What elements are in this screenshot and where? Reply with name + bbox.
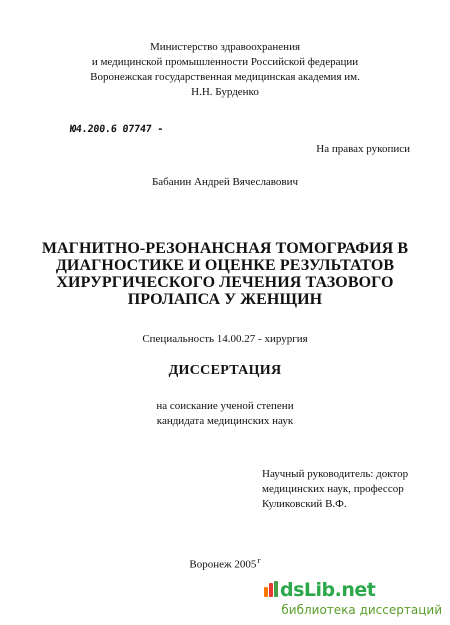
city-year <box>0 556 450 571</box>
watermark[interactable] <box>264 579 442 617</box>
degree-line: на соискание ученой степени <box>156 400 294 412</box>
year-mark: г <box>257 556 261 565</box>
author-name: Бабанин Андрей Вячеславович <box>151 176 299 188</box>
watermark-site[interactable]: dsLib.net <box>280 579 376 601</box>
advisor-line: медицинских наук, профессор <box>262 483 404 495</box>
advisor-line: Научный руководитель: доктор <box>262 468 409 480</box>
institution-header <box>0 40 450 100</box>
watermark-subtitle: библиотека диссертаций <box>281 603 442 617</box>
institution-line: Н.Н. Бурденко <box>191 86 259 98</box>
document-type: ДИССЕРТАЦИЯ <box>168 363 282 378</box>
institution-line: Министерство здравоохранения <box>149 41 301 53</box>
dslib-logo-icon <box>264 581 276 597</box>
advisor-block <box>262 467 408 512</box>
city-year-text: Воронеж 2005 <box>189 558 257 571</box>
degree-block <box>0 399 450 429</box>
specialty: Специальность 14.00.27 - хирургия <box>142 333 308 345</box>
institution-line: и медицинской промышленности Российской федерации <box>91 56 359 68</box>
registration-stamp: Ю4.200.6 07747 - <box>69 124 164 135</box>
advisor-line: Куликовский В.Ф. <box>262 498 347 510</box>
degree-line: кандидата медицинских наук <box>156 415 294 427</box>
dissertation-title: МАГНИТНО-РЕЗОНАНСНАЯ ТОМОГРАФИЯ В ДИАГНОСТИКЕ И ОЦЕНКЕ РЕЗУЛЬТАТОВ ХИРУРГИЧЕСКОГО ЛЕЧЕНИЯ ТАЗОВОГО ПРОЛАПСА У ЖЕНЩИН <box>41 240 409 308</box>
institution-line: Воронежская государственная медицинская академия им. <box>90 71 360 83</box>
manuscript-rights: На правах рукописи <box>316 143 410 155</box>
